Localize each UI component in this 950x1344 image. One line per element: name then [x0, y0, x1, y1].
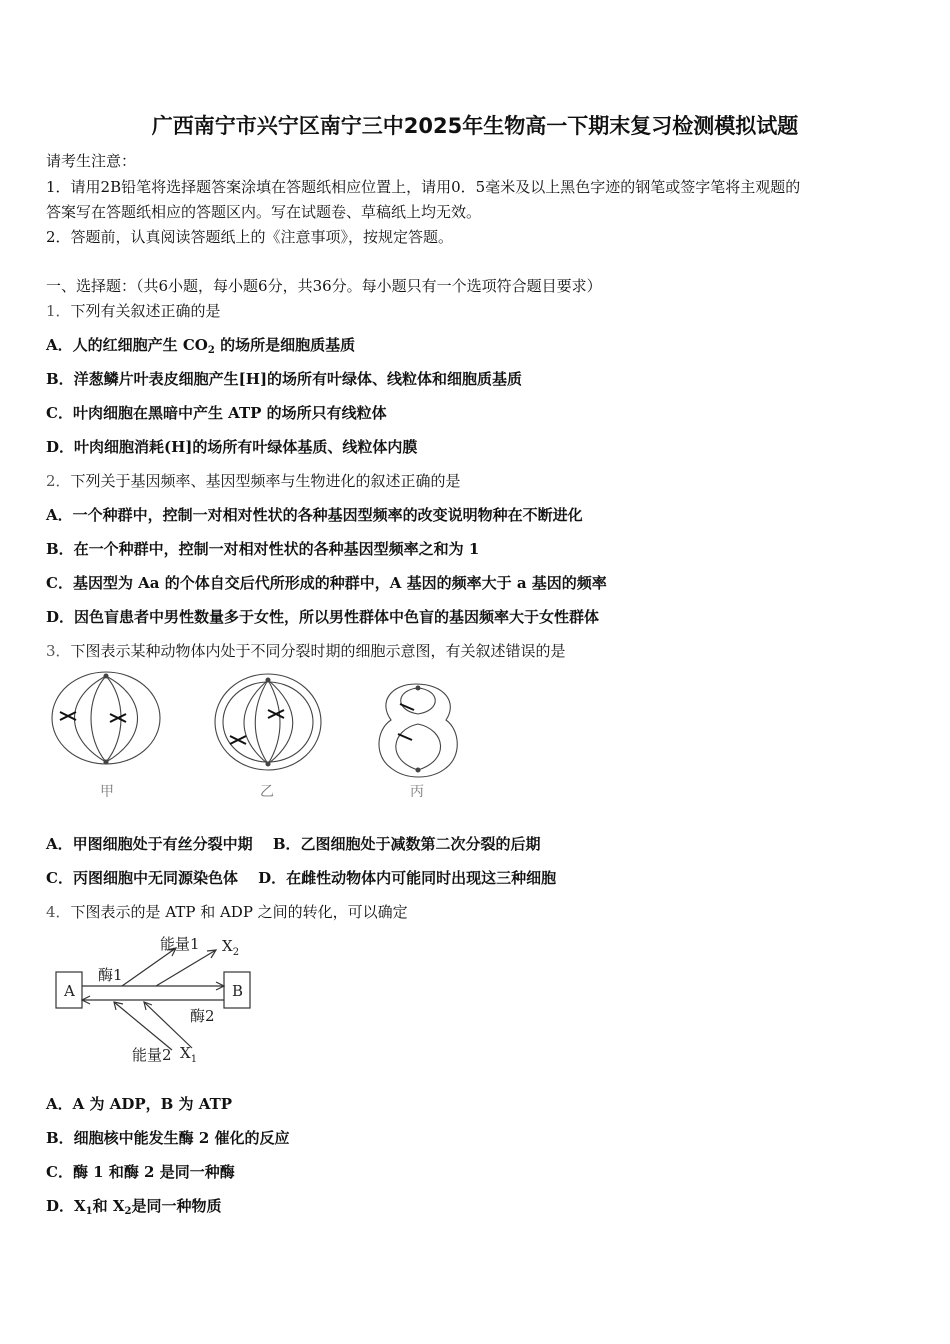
section-heading: 一、选择题：（共6小题，每小题6分，共36分。每小题只有一个选项符合题目要求） — [46, 277, 602, 295]
option-text: 的场所是细胞质基质 — [214, 336, 356, 354]
x2-label: $X_2$ — [222, 937, 240, 958]
q1-option-d: D．叶肉细胞消耗(H]的场所有叶绿体基质、线粒体内膜 — [46, 438, 418, 456]
page-title: 广西南宁市兴宁区南宁三中2025年生物高一下期末复习检测模拟试题 — [151, 114, 799, 138]
option-text: A．人的红细胞产生 CO — [46, 336, 208, 354]
chromosome-mark — [400, 704, 414, 710]
question-stem: 下图表示的是 ATP 和 ADP 之间的转化，可以确定 — [70, 903, 408, 921]
energy1-arrow — [122, 948, 176, 986]
notice-item-2: 2．答题前，认真阅读答题纸上的《注意事项》，按规定答题。 — [46, 228, 454, 246]
question-number: 3． — [46, 642, 71, 660]
energy2-label: 能量2 — [132, 1046, 172, 1064]
question-number: 1． — [46, 302, 71, 320]
question-stem: 下列有关叙述正确的是 — [70, 302, 221, 320]
cell-division-figure — [46, 668, 486, 808]
subscript: 2 — [124, 1206, 132, 1217]
question-4 — [46, 902, 408, 922]
question-stem: 下列关于基因频率、基因型频率与生物进化的叙述正确的是 — [70, 472, 461, 490]
cell-bing — [379, 684, 457, 777]
q2-option-a: A．一个种群中，控制一对相对性状的各种基因型频率的改变说明物种在不断进化 — [46, 506, 583, 524]
x1-arrow — [144, 1002, 192, 1048]
subscript: 2 — [207, 345, 215, 356]
q1-option-b: B．洋葱鳞片叶表皮细胞产生[H]的场所有叶绿体、线粒体和细胞质基质 — [46, 370, 523, 388]
q3-options-ab: A．甲图细胞处于有丝分裂中期 B．乙图细胞处于减数第二次分裂的后期 — [46, 835, 541, 853]
chromosome-mark — [268, 710, 284, 718]
question-1 — [46, 301, 221, 321]
notice-item-1b: 答案写在答题纸相应的答题区内。写在试题卷、草稿纸上均无效。 — [46, 203, 482, 221]
energy2-arrow — [114, 1002, 172, 1050]
box-a-label: A — [64, 982, 75, 1000]
option-text: 是同一种物质 — [131, 1197, 222, 1215]
x1-label: $X_1$ — [180, 1044, 198, 1065]
question-2 — [46, 471, 461, 491]
q1-option-c: C．叶肉细胞在黑暗中产生 ATP 的场所只有线粒体 — [46, 404, 387, 422]
cell-jia — [52, 672, 160, 764]
q1-option-a — [46, 335, 355, 361]
notice-heading: 请考生注意： — [46, 152, 137, 170]
label-bing: 丙 — [410, 784, 424, 800]
label-jia: 甲 — [100, 784, 114, 800]
q3-options-cd: C．丙图细胞中无同源染色体 D．在雌性动物体内可能同时出现这三种细胞 — [46, 869, 557, 887]
question-3 — [46, 641, 566, 661]
notice-item-1a: 1．请用2B铅笔将选择题答案涂填在答题纸相应位置上，请用0．5毫米及以上黑色字迹的钢笔或签字笔将主观题的 — [46, 178, 801, 196]
subscript: 1 — [85, 1206, 93, 1217]
atp-adp-diagram — [46, 930, 276, 1070]
chromosome-mark — [398, 734, 412, 740]
option-text: D．X — [46, 1197, 86, 1215]
box-b-label: B — [232, 982, 244, 1000]
q4-option-c: C．酶 1 和酶 2 是同一种酶 — [46, 1163, 235, 1181]
enzyme1-label: 酶1 — [98, 966, 123, 984]
chromosome-mark — [60, 712, 76, 720]
chromosome-mark — [110, 714, 126, 722]
chromosome-mark — [230, 736, 246, 744]
q4-option-d — [46, 1196, 221, 1222]
q2-option-d: D．因色盲患者中男性数量多于女性，所以男性群体中色盲的基因频率大于女性群体 — [46, 608, 600, 626]
q4-option-a: A．A 为 ADP，B 为 ATP — [46, 1095, 233, 1113]
q4-option-b: B．细胞核中能发生酶 2 催化的反应 — [46, 1129, 290, 1147]
q2-option-c: C．基因型为 Aa 的个体自交后代所形成的种群中，A 基因的频率大于 a 基因的频率 — [46, 574, 607, 592]
question-number: 2． — [46, 472, 71, 490]
question-stem: 下图表示某种动物体内处于不同分裂时期的细胞示意图，有关叙述错误的是 — [70, 642, 566, 660]
question-number: 4． — [46, 903, 71, 921]
enzyme2-label: 酶2 — [190, 1007, 215, 1025]
cell-yi — [215, 674, 321, 770]
label-yi: 乙 — [260, 784, 274, 800]
energy1-label: 能量1 — [160, 935, 200, 953]
option-text: 和 X — [92, 1197, 125, 1215]
q2-option-b: B．在一个种群中，控制一对相对性状的各种基因型频率之和为 1 — [46, 540, 480, 558]
